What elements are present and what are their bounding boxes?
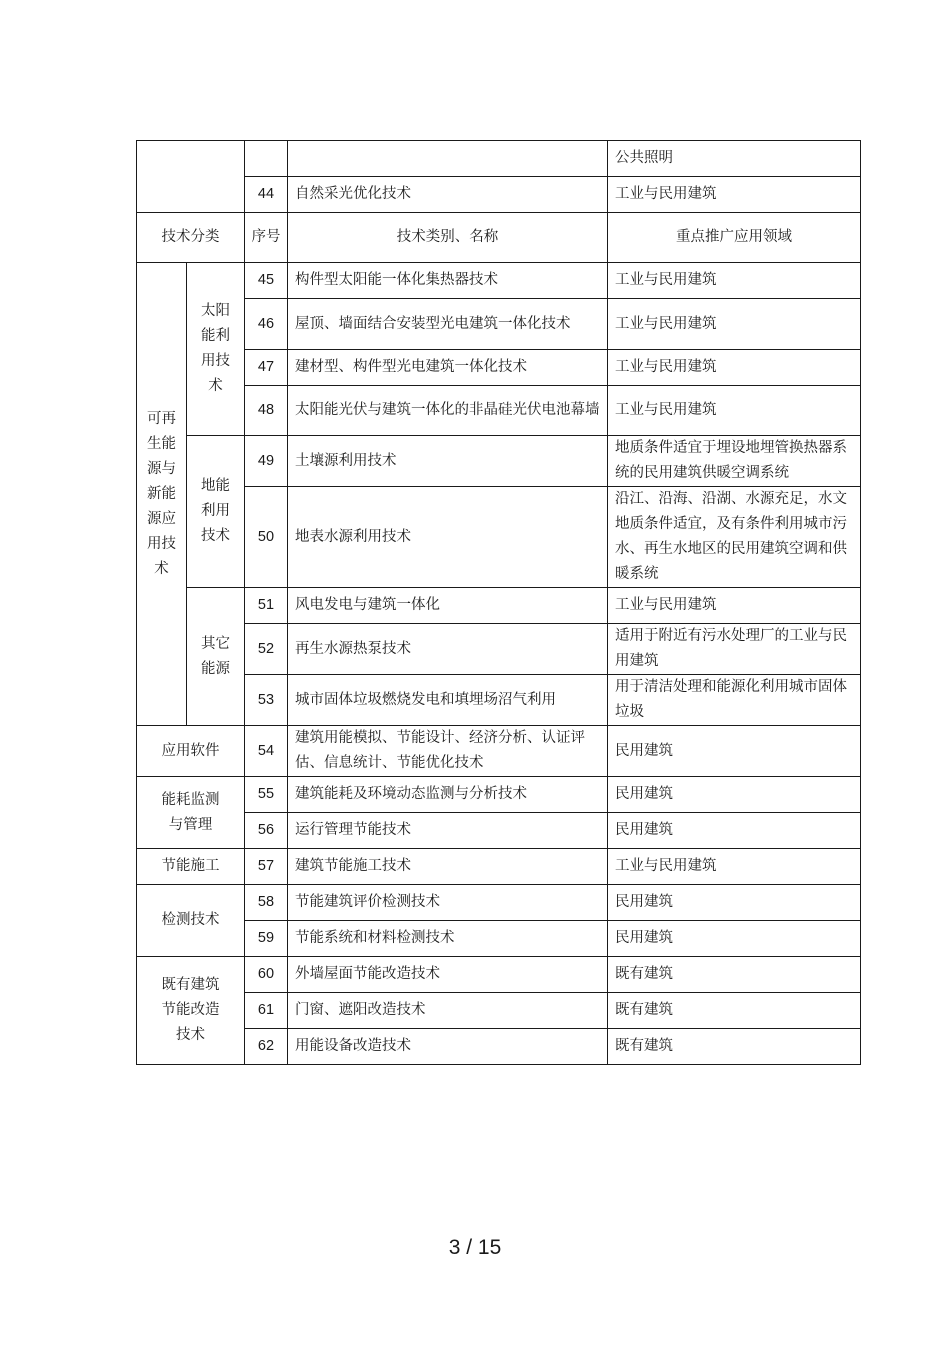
application-field: 既有建筑 <box>608 1029 861 1065</box>
application-field: 民用建筑 <box>608 777 861 813</box>
table-row <box>137 588 861 624</box>
tech-name: 构件型太阳能一体化集热器技术 <box>288 263 608 299</box>
table-row <box>137 386 861 436</box>
category-cell <box>137 141 245 213</box>
table-row <box>137 141 861 177</box>
table-row <box>137 921 861 957</box>
row-number: 51 <box>245 588 288 624</box>
row-number: 62 <box>245 1029 288 1065</box>
table-row <box>137 957 861 993</box>
table-row <box>137 726 861 777</box>
table-row <box>137 624 861 675</box>
header-category: 技术分类 <box>137 213 245 263</box>
technology-table <box>136 140 861 1065</box>
application-field: 民用建筑 <box>608 921 861 957</box>
tech-name: 建筑能耗及环境动态监测与分析技术 <box>288 777 608 813</box>
table-row <box>137 849 861 885</box>
application-field: 工业与民用建筑 <box>608 350 861 386</box>
row-number: 55 <box>245 777 288 813</box>
category-software: 应用软件 <box>137 726 245 777</box>
header-name: 技术类别、名称 <box>288 213 608 263</box>
header-field: 重点推广应用领域 <box>608 213 861 263</box>
row-number: 56 <box>245 813 288 849</box>
application-field: 民用建筑 <box>608 885 861 921</box>
row-number: 53 <box>245 675 288 726</box>
application-field: 工业与民用建筑 <box>608 588 861 624</box>
table-row <box>137 675 861 726</box>
row-number: 61 <box>245 993 288 1029</box>
tech-name: 门窗、遮阳改造技术 <box>288 993 608 1029</box>
table-row <box>137 350 861 386</box>
category-monitoring: 能耗监测与管理 <box>137 777 245 849</box>
tech-name: 建筑用能模拟、节能设计、经济分析、认证评估、信息统计、节能优化技术 <box>288 726 608 777</box>
application-field: 工业与民用建筑 <box>608 263 861 299</box>
tech-name <box>288 141 608 177</box>
tech-name: 土壤源利用技术 <box>288 436 608 487</box>
header-number: 序号 <box>245 213 288 263</box>
tech-name: 再生水源热泵技术 <box>288 624 608 675</box>
row-number: 44 <box>245 177 288 213</box>
subcategory-geothermal: 地能利用技术 <box>187 436 245 588</box>
table-row <box>137 813 861 849</box>
tech-name: 运行管理节能技术 <box>288 813 608 849</box>
tech-name: 建材型、构件型光电建筑一体化技术 <box>288 350 608 386</box>
row-number: 59 <box>245 921 288 957</box>
row-number: 48 <box>245 386 288 436</box>
row-number <box>245 141 288 177</box>
application-field: 既有建筑 <box>608 993 861 1029</box>
category-testing: 检测技术 <box>137 885 245 957</box>
application-field: 工业与民用建筑 <box>608 177 861 213</box>
row-number: 60 <box>245 957 288 993</box>
application-field: 适用于附近有污水处理厂的工业与民用建筑 <box>608 624 861 675</box>
row-number: 57 <box>245 849 288 885</box>
application-field: 民用建筑 <box>608 813 861 849</box>
subcategory-solar: 太阳能利用技术 <box>187 263 245 436</box>
row-number: 54 <box>245 726 288 777</box>
table-row <box>137 777 861 813</box>
application-field: 既有建筑 <box>608 957 861 993</box>
table-header-row <box>137 213 861 263</box>
row-number: 47 <box>245 350 288 386</box>
tech-name: 节能建筑评价检测技术 <box>288 885 608 921</box>
row-number: 45 <box>245 263 288 299</box>
row-number: 46 <box>245 299 288 350</box>
table-row <box>137 299 861 350</box>
table-row <box>137 263 861 299</box>
table-row <box>137 1029 861 1065</box>
tech-name: 太阳能光伏与建筑一体化的非晶硅光伏电池幕墙 <box>288 386 608 436</box>
tech-name: 用能设备改造技术 <box>288 1029 608 1065</box>
application-field: 工业与民用建筑 <box>608 386 861 436</box>
table-row <box>137 487 861 588</box>
row-number: 50 <box>245 487 288 588</box>
table-row <box>137 885 861 921</box>
category-retrofit: 既有建筑节能改造技术 <box>137 957 245 1065</box>
table-row <box>137 177 861 213</box>
tech-name: 城市固体垃圾燃烧发电和填埋场沼气利用 <box>288 675 608 726</box>
row-number: 52 <box>245 624 288 675</box>
application-field: 工业与民用建筑 <box>608 299 861 350</box>
tech-name: 建筑节能施工技术 <box>288 849 608 885</box>
tech-name: 自然采光优化技术 <box>288 177 608 213</box>
application-field: 民用建筑 <box>608 726 861 777</box>
tech-name: 外墙屋面节能改造技术 <box>288 957 608 993</box>
category-renewable-energy: 可再生能源与新能源应用技术 <box>137 263 187 726</box>
row-number: 49 <box>245 436 288 487</box>
category-construction: 节能施工 <box>137 849 245 885</box>
page-number: 3 / 15 <box>448 1236 502 1259</box>
subcategory-other-energy: 其它能源 <box>187 588 245 726</box>
table-row <box>137 993 861 1029</box>
application-field: 公共照明 <box>608 141 861 177</box>
tech-name: 节能系统和材料检测技术 <box>288 921 608 957</box>
tech-name: 屋顶、墙面结合安装型光电建筑一体化技术 <box>288 299 608 350</box>
application-field: 工业与民用建筑 <box>608 849 861 885</box>
application-field: 用于清洁处理和能源化利用城市固体垃圾 <box>608 675 861 726</box>
application-field: 地质条件适宜于埋设地埋管换热器系统的民用建筑供暖空调系统 <box>608 436 861 487</box>
application-field: 沿江、沿海、沿湖、水源充足，水文地质条件适宜，及有条件利用城市污水、再生水地区的民用建筑空调和供暖系统 <box>608 487 861 588</box>
tech-name: 风电发电与建筑一体化 <box>288 588 608 624</box>
table-row <box>137 436 861 487</box>
row-number: 58 <box>245 885 288 921</box>
tech-name: 地表水源利用技术 <box>288 487 608 588</box>
